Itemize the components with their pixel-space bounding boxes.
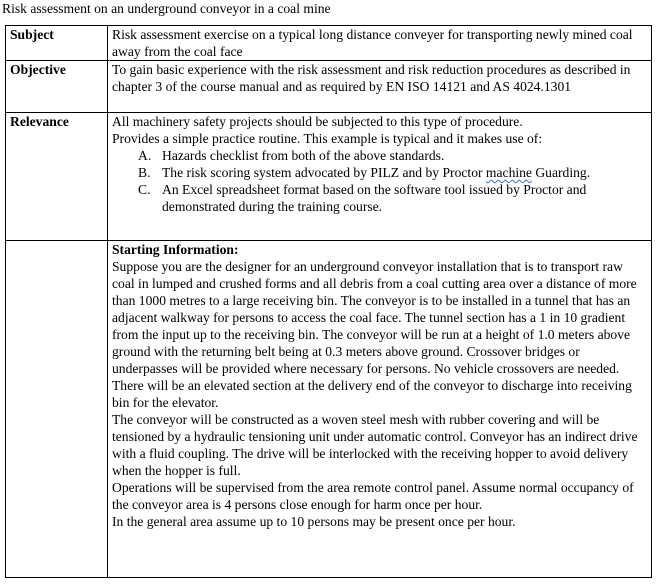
objective-label: Objective (10, 62, 66, 77)
table-row-starting-information (6, 241, 652, 578)
risk-assessment-table (5, 25, 652, 578)
list-item-text (162, 164, 648, 181)
spellcheck-flagged-word: machine (485, 165, 532, 180)
list-marker: A. (138, 148, 152, 163)
starting-info-content-cell (108, 241, 652, 578)
document-title: Risk assessment on an underground conveyor in a coal mine (2, 1, 331, 16)
list-item (138, 181, 648, 215)
list-marker: B. (138, 165, 151, 180)
starting-info-paragraph: Suppose you are the designer for an underground conveyor installation that is to transport raw coal in lumped and crushed forms and all debris from a coal cutting area over a distance of more than 1000 metres to a large receiving bin. The conveyor is to be installed in a tunnel that has an adjacent walkway for persons to access the coal face. The tunnel section has a 1 in 10 gradient from the input up to the receiving bin. The conveyor will be run at a height of 1.0 meters above ground with the returning belt being at 0.3 meters above ground. Crossover bridges or underpasses will be provided where necessary for persons. No vehicle crossovers are needed. There will be an elevated section at the delivery end of the conveyor to discharge into receiving bin for the elevator. (112, 259, 637, 410)
relevance-content-cell (108, 113, 652, 241)
starting-info-heading: Starting Information: (112, 242, 239, 257)
relevance-label-cell (6, 113, 108, 241)
objective-text: To gain basic experience with the risk assessment and risk reduction procedures as described in chapter 3 of the course manual and as required by EN ISO 14121 and AS 4024.1301 (112, 62, 631, 94)
list-item (138, 164, 648, 181)
relevance-text-2: Provides a simple practice routine. This example is typical and it makes use of: (112, 131, 543, 146)
starting-info-paragraph: Operations will be supervised from the area remote control panel. Assume normal occupancy of the conveyor area is 4 persons close enough for harm once per hour. (112, 480, 634, 512)
list-marker: C. (138, 182, 151, 197)
table-row-objective (6, 61, 652, 113)
list-item-text-part: The risk scoring system advocated by PILZ and by Proctor (162, 165, 486, 180)
starting-info-label-cell (6, 241, 108, 578)
list-item-text: An Excel spreadsheet format based on the software tool issued by Proctor and demonstrated during the training course. (162, 182, 587, 214)
starting-info-paragraph: The conveyor will be constructed as a woven steel mesh with rubber covering and will be tensioned by a hydraulic tensioning unit under automatic control. Conveyor has an indirect drive with a fluid coupling. The drive will be interlocked with the receiving hopper to avoid delivery when the hopper is full. (112, 412, 638, 478)
subject-content-cell (108, 26, 652, 61)
objective-content-cell (108, 61, 652, 113)
objective-label-cell (6, 61, 108, 113)
subject-label: Subject (10, 27, 54, 42)
subject-text: Risk assessment exercise on a typical long distance conveyer for transporting newly mined coal away from the coal face (112, 27, 633, 59)
subject-label-cell (6, 26, 108, 61)
list-item-text-part: Guarding. (531, 165, 591, 180)
relevance-text-1: All machinery safety projects should be subjected to this type of procedure. (112, 114, 523, 129)
list-item-text: Hazards checklist from both of the above standards. (162, 148, 445, 163)
list-item (138, 147, 648, 164)
starting-info-paragraph: In the general area assume up to 10 persons may be present once per hour. (112, 514, 516, 529)
table-row-relevance (6, 113, 652, 241)
relevance-list (112, 147, 648, 215)
relevance-label: Relevance (10, 114, 69, 129)
table-row-subject (6, 26, 652, 61)
